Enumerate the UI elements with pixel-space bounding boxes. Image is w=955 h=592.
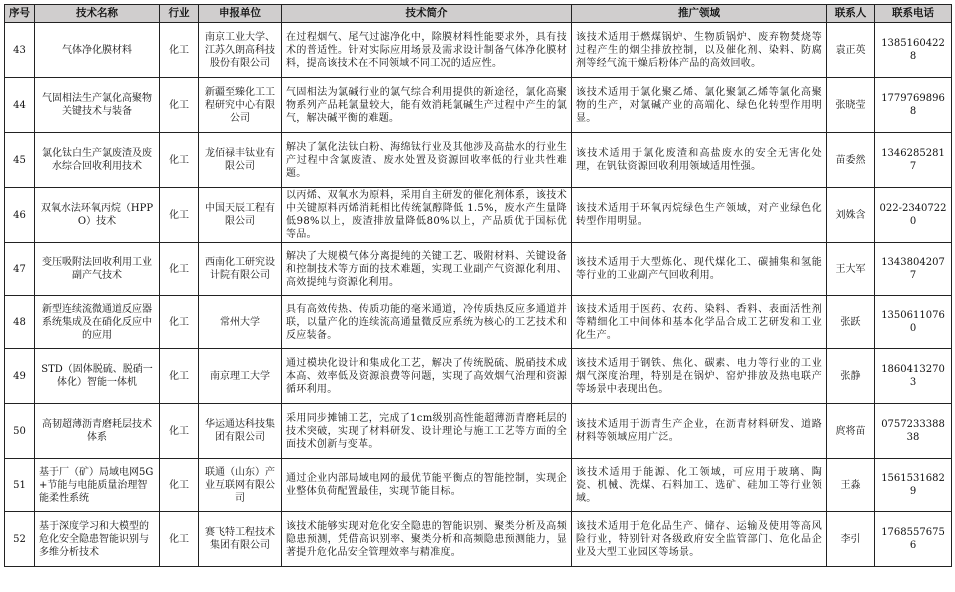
row-no: 46 [5,188,35,243]
row-phone: 022-23407220 [875,188,952,243]
header-tech-name: 技术名称 [35,5,160,23]
row-phone: 13462852817 [875,133,952,188]
row-industry: 化工 [160,459,199,512]
table-row [5,23,952,78]
row-industry: 化工 [160,188,199,243]
row-field: 该技术适用于沥青生产企业，在沥青材料研发、道路材料等领域应用广泛。 [572,404,827,459]
row-phone: 18604132703 [875,349,952,404]
row-phone: 075723338838 [875,404,952,459]
table-row [5,404,952,459]
row-phone: 13438042077 [875,243,952,296]
row-contact: 庹将苗 [827,404,875,459]
row-contact: 张静 [827,349,875,404]
row-phone: 13506110760 [875,296,952,349]
header-phone: 联系电话 [875,5,952,23]
row-unit: 中国天辰工程有限公司 [199,188,282,243]
header-no: 序号 [5,5,35,23]
row-tech-name: 气固相法生产氯化高聚物关键技术与装备 [35,78,160,133]
row-unit: 南京理工大学 [199,349,282,404]
table-row [5,243,952,296]
row-industry: 化工 [160,404,199,459]
row-unit: 龙佰禄丰钛业有限公司 [199,133,282,188]
header-field: 推广领域 [572,5,827,23]
row-phone: 17685576756 [875,512,952,567]
row-tech-name: 基于厂（矿）局域电网5G+节能与电能质量治理智能柔性系统 [35,459,160,512]
row-tech-name: 变压吸附法回收利用工业副产气技术 [35,243,160,296]
row-field: 该技术适用于氯化聚乙烯、氯化聚氯乙烯等氯化高聚物的生产，对氯碱产业的高端化、绿色化转型作用明显。 [572,78,827,133]
row-industry: 化工 [160,349,199,404]
row-unit: 常州大学 [199,296,282,349]
row-unit: 联通（山东）产业互联网有限公司 [199,459,282,512]
row-field: 该技术适用于环氧丙烷绿色生产领域，对产业绿色化转型作用明显。 [572,188,827,243]
row-industry: 化工 [160,78,199,133]
table-row [5,296,952,349]
table-row [5,349,952,404]
table-row [5,78,952,133]
row-contact: 苗委然 [827,133,875,188]
row-intro: 气固相法为氯碱行业的氯气综合利用提供的新途径，氯化高聚物系列产品耗氯量较大，能有效消耗氯碱生产过程中产生的氯气，解决碱平衡的难题。 [282,78,572,133]
row-intro: 解决了氯化法钛白粉、海绵钛行业及其他涉及高盐水的行业生产过程中含氯废渣、废水处置及资源回收率低的行业共性难题。 [282,133,572,188]
row-intro: 该技术能够实现对危化安全隐患的智能识别、聚类分析及高频隐患预测，凭借高识别率、聚类分析和高频隐患预测能力，显著提升危化品安全管理效率与精准度。 [282,512,572,567]
row-tech-name: 双氧水法环氧丙烷（HPPO）技术 [35,188,160,243]
row-industry: 化工 [160,23,199,78]
row-no: 51 [5,459,35,512]
row-intro: 具有高效传热、传质功能的毫米通道，冷传质热反应多通道并联，以量产化的连续流高通量微反应系统为核心的工艺技术和反应装备。 [282,296,572,349]
row-industry: 化工 [160,296,199,349]
row-no: 48 [5,296,35,349]
header-contact: 联系人 [827,5,875,23]
row-no: 52 [5,512,35,567]
row-no: 43 [5,23,35,78]
row-no: 45 [5,133,35,188]
row-field: 该技术适用于大型炼化、现代煤化工、碳捕集和氢能等行业的工业副产气回收利用。 [572,243,827,296]
table-row [5,512,952,567]
row-intro: 以丙烯、双氧水为原料，采用自主研发的催化剂体系，该技术中关键原料丙烯消耗相比传统氯醇降低 1.5%，废水产生量降低98%以上，废渣排放量降低80%以上，产品质优于国标优等品。 [282,188,572,243]
row-industry: 化工 [160,243,199,296]
row-unit: 华运通达科技集团有限公司 [199,404,282,459]
row-intro: 解决了大规模气体分离提纯的关键工艺、吸附材料、关键设备和控制技术等方面的技术难题，实现工业副产气资源化利用、高效提纯与资源化利用。 [282,243,572,296]
table-row [5,459,952,512]
row-intro: 在过程烟气、尾气过滤净化中，除膜材料性能要求外，具有技术的普适性。针对实际应用场景及需求设计制备气体净化膜材料，提高该技术在不同领域不同工况的适应性。 [282,23,572,78]
row-intro: 采用同步摊铺工艺，完成了1cm级别高性能超薄沥青磨耗层的技术突破，实现了材料研发、设计理论与施工工艺等方面的全面技术创新与变革。 [282,404,572,459]
row-phone: 13851604228 [875,23,952,78]
technology-table [4,4,952,567]
row-no: 47 [5,243,35,296]
row-tech-name: 基于深度学习和大模型的危化安全隐患智能识别与多维分析技术 [35,512,160,567]
row-intro: 通过模块化设计和集成化工艺，解决了传统脱硫、脱硝技术成本高、效率低及资源浪费等问题，实现了高效烟气治理和资源循环利用。 [282,349,572,404]
row-phone: 15615316829 [875,459,952,512]
row-field: 该技术适用于危化品生产、储存、运输及使用等高风险行业，特别针对各级政府安全监管部门、危化品企业及大型工业园区等场景。 [572,512,827,567]
row-unit: 赛飞特工程技术集团有限公司 [199,512,282,567]
row-contact: 王淼 [827,459,875,512]
row-phone: 17797698968 [875,78,952,133]
row-contact: 王大军 [827,243,875,296]
row-field: 该技术适用于医药、农药、染料、香料、表面活性剂等精细化工中间体和基本化学品合成工艺研发和工业化生产。 [572,296,827,349]
header-unit: 申报单位 [199,5,282,23]
table-row [5,133,952,188]
row-tech-name: 新型连续流微通道反应器系统集成及在硝化反应中的应用 [35,296,160,349]
header-industry: 行业 [160,5,199,23]
row-industry: 化工 [160,512,199,567]
row-field: 该技术适用于燃煤锅炉、生物质锅炉、废弃物焚烧等过程产生的烟尘排放控制，以及催化剂、染料、防腐剂等经气流干燥后粉体产品的高效回收。 [572,23,827,78]
header-row [5,5,952,23]
row-tech-name: 气体净化膜材料 [35,23,160,78]
row-contact: 李引 [827,512,875,567]
row-contact: 刘姝含 [827,188,875,243]
row-unit: 新疆至臻化工工程研究中心有限公司 [199,78,282,133]
row-field: 该技术适用于能源、化工领域，可应用于玻璃、陶瓷、机械、洗煤、石料加工、选矿、硅加工等行业领域。 [572,459,827,512]
row-no: 50 [5,404,35,459]
row-contact: 张跃 [827,296,875,349]
row-tech-name: 高韧超薄沥青磨耗层技术体系 [35,404,160,459]
table-row [5,188,952,243]
row-intro: 通过企业内部局域电网的最优节能平衡点的智能控制，实现企业整体负荷配置最佳，实现节能目标。 [282,459,572,512]
header-intro: 技术简介 [282,5,572,23]
row-no: 49 [5,349,35,404]
row-contact: 袁正英 [827,23,875,78]
row-tech-name: STD（固体脱硫、脱硝一体化）智能一体机 [35,349,160,404]
row-field: 该技术适用于氯化废渣和高盐废水的安全无害化处理，在钒钛资源回收利用领域适用性强。 [572,133,827,188]
row-unit: 南京工业大学、江苏久朗高科技股份有限公司 [199,23,282,78]
row-field: 该技术适用于钢铁、焦化、碳素、电力等行业的工业烟气深度治理，特别是在锅炉、窑炉排放及热电联产等场景中表现出色。 [572,349,827,404]
row-tech-name: 氯化钛白生产氯废渣及废水综合回收利用技术 [35,133,160,188]
row-no: 44 [5,78,35,133]
row-industry: 化工 [160,133,199,188]
row-unit: 西南化工研究设计院有限公司 [199,243,282,296]
row-contact: 张晓莹 [827,78,875,133]
